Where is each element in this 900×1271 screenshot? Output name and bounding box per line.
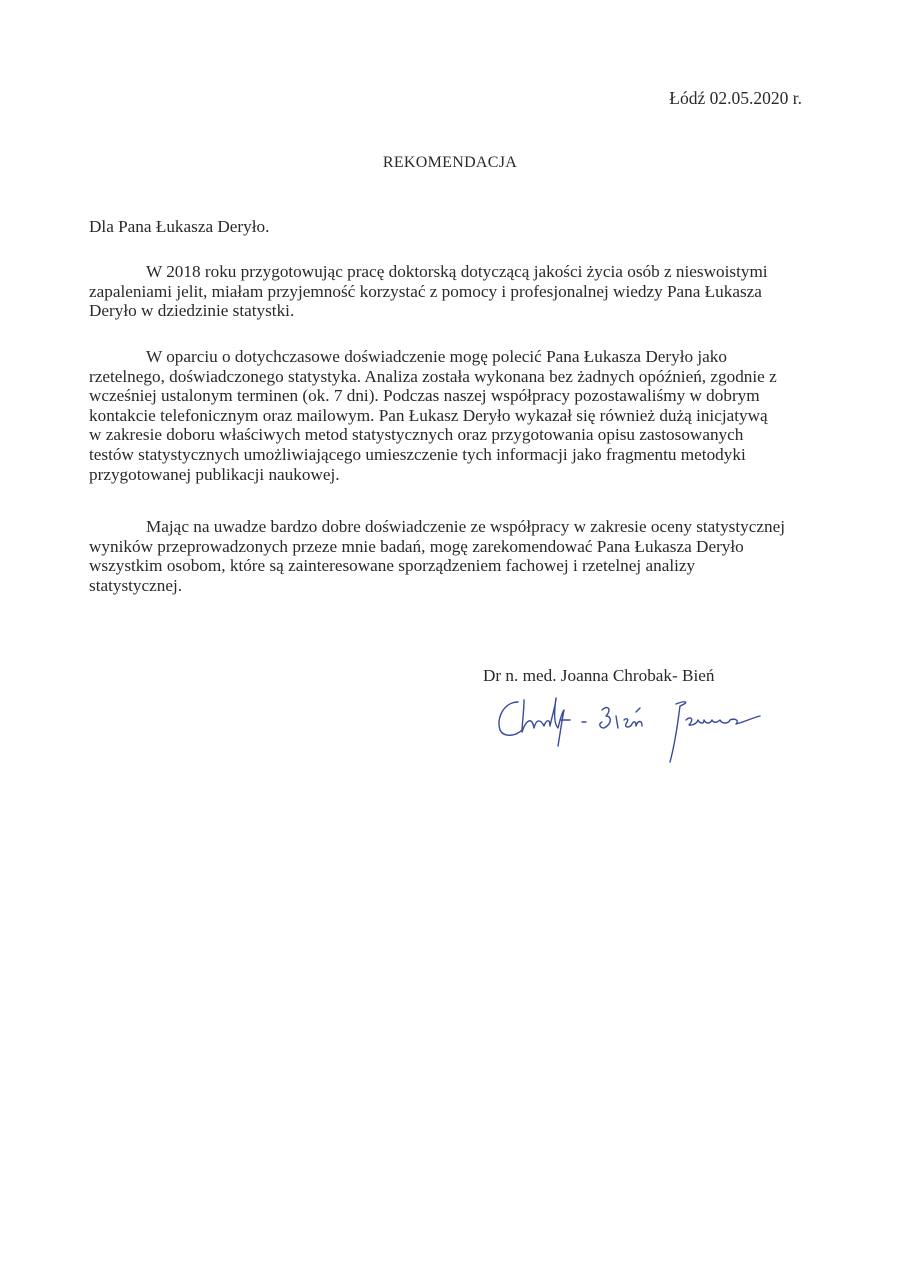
paragraph-line: wcześniej ustalonym terminen (ok. 7 dni). Podczas naszej współpracy pozostawaliśmy w dobrym — [89, 386, 760, 406]
paragraph-1 — [89, 262, 829, 321]
paragraph-line: W 2018 roku przygotowując pracę doktorską dotyczącą jakości życia osób z nieswoistymi — [146, 262, 768, 281]
paragraph-line: testów statystycznych umożliwiającego umieszczenie tych informacji jako fragmentu metodyki — [89, 444, 746, 464]
paragraph-line: rzetelnego, doświadczonego statystyka. Analiza została wykonana bez żadnych opóźnień, zgodnie z — [89, 366, 777, 386]
paragraph-line: W oparciu o dotychczasowe doświadczenie mogę polecić Pana Łukasza Deryło jako — [146, 347, 727, 366]
paragraph-line: wszystkim osobom, które są zainteresowane sporządzeniem fachowej i rzetelnej analizy — [89, 556, 696, 576]
paragraph-line: zapaleniami jelit, miałam przyjemność korzystać z pomocy i profesjonalnej wiedzy Pana Łukasza — [89, 281, 762, 301]
letter-title: REKOMENDACJA — [382, 154, 518, 171]
paragraph-line: Mając na uwadze bardzo dobre doświadczenie ze współpracy w zakresie oceny statystycznej — [146, 517, 785, 536]
signature-strokes — [499, 698, 760, 762]
paragraph-3 — [89, 517, 829, 595]
signer-name: Dr n. med. Joanna Chrobak- Bień — [483, 666, 715, 685]
paragraph-line: kontakcie telefonicznym oraz mailowym. Pan Łukasz Deryło wykazał się również dużą inicjatywą — [89, 405, 768, 425]
paragraph-line: wyników przeprowadzonych przeze mnie badań, mogę zarekomendować Pana Łukasza Deryło — [89, 536, 744, 556]
paragraph-line: Deryło w dziedzinie statystki. — [89, 301, 295, 321]
paragraph-line: przygotowanej publikacji naukowej. — [89, 464, 340, 484]
paragraph-line: w zakresie doboru właściwych metod statystycznych oraz przygotowania opisu zastosowanych — [89, 425, 744, 445]
handwritten-signature — [490, 690, 810, 770]
place-date: Łódź 02.05.2020 r. — [669, 88, 802, 108]
greeting: Dla Pana Łukasza Deryło. — [89, 217, 270, 236]
paragraph-line: statystycznej. — [89, 575, 183, 595]
paragraph-2 — [89, 347, 829, 484]
